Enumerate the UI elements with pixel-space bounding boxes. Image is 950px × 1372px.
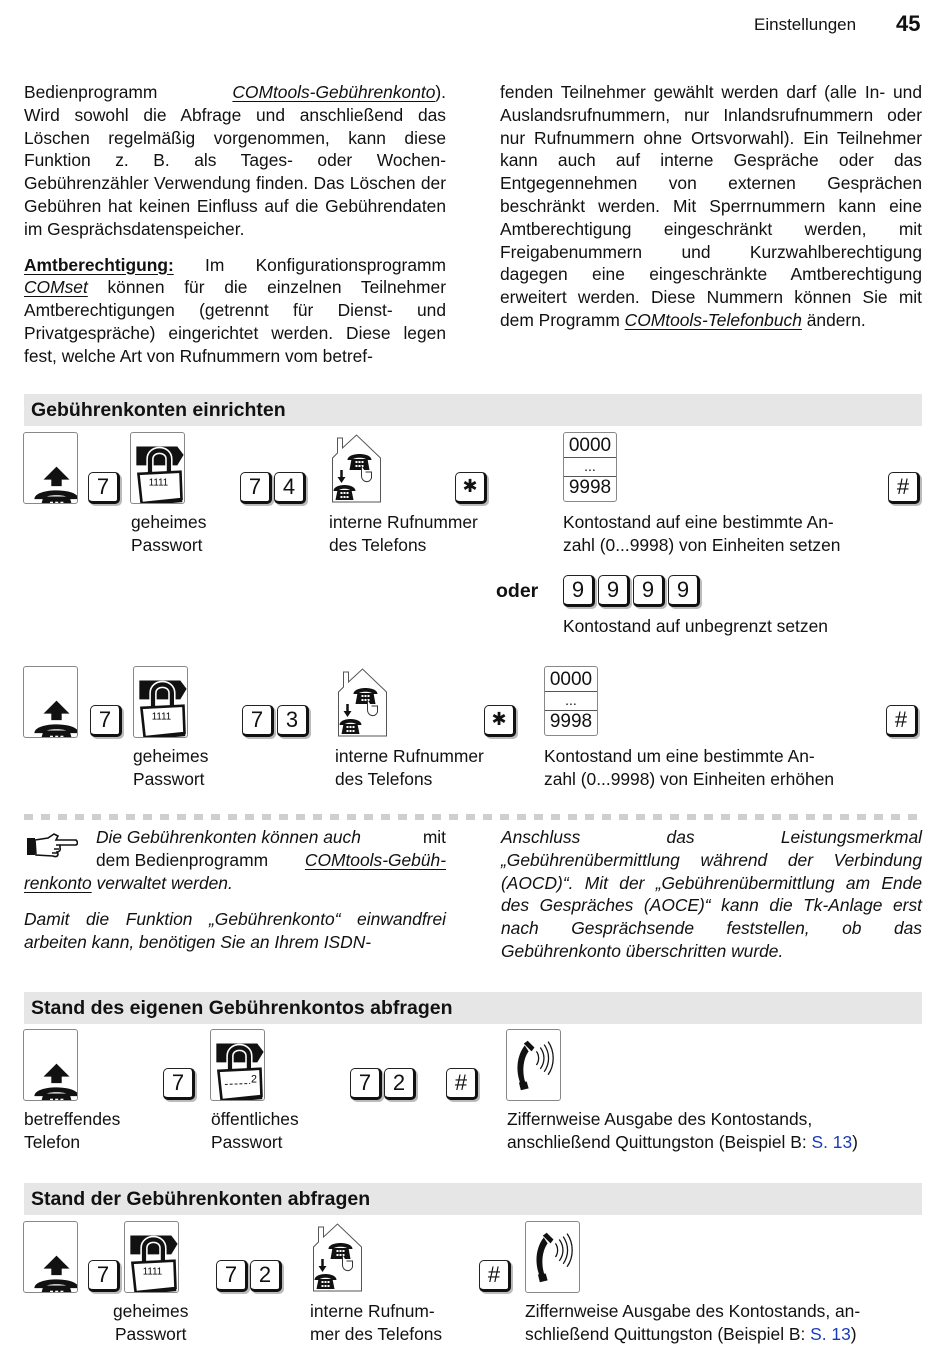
lift-handset-icon xyxy=(23,1029,78,1101)
link-page-13[interactable]: S. 13 xyxy=(810,1323,851,1344)
intro-paragraph-2 xyxy=(24,254,446,368)
text: mit xyxy=(422,827,446,847)
link-comtools-gebuehrenkonto[interactable]: renkonto xyxy=(24,872,92,893)
section-heading-gebuehrenkonten-einrichten: Gebührenkonten einrichten xyxy=(24,394,922,426)
key-hash[interactable]: # xyxy=(886,705,918,737)
page-number: 45 xyxy=(896,11,921,36)
internal-number-house-icon xyxy=(335,666,390,738)
secret-password-lock-icon xyxy=(130,432,185,504)
key-2[interactable]: 2 xyxy=(250,1260,282,1292)
caption-phone: betreffendes Telefon xyxy=(24,1109,121,1152)
caption-public-password: öffentliches Passwort xyxy=(211,1109,299,1152)
internal-number-house-icon xyxy=(310,1221,365,1293)
caption-increase-balance: Kontostand um eine bestimmte An- zahl (0...9998) von Einheiten erhöhen xyxy=(544,746,835,789)
text: ändern. xyxy=(801,309,866,330)
range-max: 9998 xyxy=(564,476,616,499)
caption-unlimited: Kontostand auf unbegrenzt setzen xyxy=(563,616,828,636)
key-star[interactable]: ✱ xyxy=(484,705,516,737)
note-paragraph-3: Anschluss das Leistungsmerkmal „Gebührenübermittlung während der Verbindung (AOCD)“. Mit der „Gebührenübermittlung am Ende des Gespräches (AOCE)“ kann die Tk-Anlage erst nach Gesprächsende feststellen, ob das Gebührenkonto überschritten wurde. xyxy=(501,827,922,961)
or-label: oder xyxy=(496,580,539,602)
public-password-lock-icon xyxy=(210,1029,265,1101)
caption-result: Ziffernweise Ausgabe des Kontostands, an- schließend Quittungston (Beispiel B: S. 13) xyxy=(525,1301,861,1344)
caption-internal-number: interne Rufnummer des Telefons xyxy=(329,512,478,555)
internal-number-house-icon xyxy=(329,432,384,504)
text: ) xyxy=(852,1131,858,1152)
text: fenden Teilnehmer gewählt werden darf (alle In- und Auslandsrufnummern, nur Inlandsrufnummern oder nur Rufnummern ohne Ortsvorwahl). Ein Teilnehmer kann auch auf interne Gespräche oder das Entgegennehmen von externen Gesprächen beschränkt werden. Mit Sperrnummern kann eine Amtberechtigung eingeschränkt werden, mit Freigabenummern und Kurzwahlberechtigung dagegen eine eingeschränkte Amtberechtigung erweitert werden. Diese Nummern können Sie mit dem Programm xyxy=(500,82,922,330)
range-ellipsis: ... xyxy=(565,692,577,708)
link-comtools-gebuehrenkonto[interactable]: COMtools-Gebührenkonto xyxy=(232,82,436,102)
text: Wird sowohl die Abfrage und anschließend das Löschen regelmäßig vorgenommen, kann diese Funktion z. B. als Tages- oder Wochen-Gebührenzähler Verwendung finden. Das Löschen der Gebühren hat keinen Einfluss auf die Gebührendaten im Gesprächsdatenspeicher. xyxy=(24,104,446,239)
caption-internal-number: interne Rufnum- mer des Telefons xyxy=(310,1301,443,1344)
key-9[interactable]: 9 xyxy=(668,575,700,607)
intro-left-column xyxy=(24,81,446,368)
link-page-13[interactable]: S. 13 xyxy=(811,1131,853,1152)
caption-password: geheimes Passwort xyxy=(131,512,207,555)
term-amtberechtigung: Amtberechtigung: xyxy=(24,254,174,275)
value-range-box xyxy=(544,666,598,736)
caption-set-balance: Kontostand auf eine bestimmte An- zahl (0...9998) von Einheiten setzen xyxy=(563,512,841,555)
key-7[interactable]: 7 xyxy=(88,472,120,504)
value-range-box xyxy=(563,432,617,502)
ringing-handset-icon xyxy=(525,1221,580,1293)
section-heading-eigenes-gebuehrenkonto: Stand des eigenen Gebührenkontos abfragen xyxy=(24,992,922,1024)
text: anschließend Quittungston (Beispiel B: xyxy=(507,1131,812,1152)
text: ) xyxy=(850,1323,857,1344)
key-4[interactable]: 4 xyxy=(274,472,306,504)
link-comset[interactable]: COMset xyxy=(24,277,88,298)
note-right-column xyxy=(501,826,922,963)
intro-paragraph-3 xyxy=(500,81,922,332)
key-7[interactable]: 7 xyxy=(88,1260,120,1292)
secret-password-lock-icon xyxy=(133,666,188,738)
running-header-title: Einstellungen xyxy=(754,15,857,34)
section-heading-gebuehrenkonten-abfragen: Stand der Gebührenkonten abfragen xyxy=(24,1183,922,1215)
range-ellipsis: ... xyxy=(584,458,596,474)
key-hash[interactable]: # xyxy=(479,1260,511,1292)
text: schließend Quittungston (Beispiel B: xyxy=(525,1323,811,1344)
key-9[interactable]: 9 xyxy=(598,575,630,607)
range-max: 9998 xyxy=(545,710,597,733)
key-7[interactable]: 7 xyxy=(240,472,272,504)
key-star[interactable]: ✱ xyxy=(455,472,487,504)
pin-text: 1111 xyxy=(142,1266,163,1278)
text: verwaltet werden. xyxy=(91,872,233,893)
secret-password-lock-icon xyxy=(124,1221,179,1293)
key-7[interactable]: 7 xyxy=(163,1068,195,1100)
key-2[interactable]: 2 xyxy=(384,1068,416,1100)
text: ). xyxy=(435,82,446,102)
lift-handset-icon xyxy=(23,1221,78,1293)
range-min: 0000 xyxy=(545,669,597,692)
link-comtools-gebuehrenkonto[interactable]: COMtools-Gebüh- xyxy=(304,849,446,870)
key-9[interactable]: 9 xyxy=(633,575,665,607)
text: Im Konfigurationsprogramm xyxy=(173,254,446,275)
text: können für die einzelnen Teilnehmer Amtberechtigungen (getrennt für Dienst- und Privatgespräche) eingerichtet werden. Diese legen fest, welche Art von Rufnummern vom betref- xyxy=(24,277,446,366)
note-left-column xyxy=(24,826,446,954)
pin-text: 2 xyxy=(251,1073,258,1086)
intro-paragraph-1 xyxy=(24,81,446,241)
key-7[interactable]: 7 xyxy=(90,705,122,737)
key-hash[interactable]: # xyxy=(888,472,920,504)
pin-text: 1111 xyxy=(148,477,169,489)
text: dem Bedienprogramm xyxy=(96,849,269,870)
caption-password: geheimes Passwort xyxy=(133,746,209,789)
note-paragraph-2: Damit die Funktion „Gebührenkonto“ einwandfrei arbeiten kann, benötigen Sie an Ihrem ISDN- xyxy=(24,909,446,953)
text: Die Gebührenkonten können auch xyxy=(96,827,361,847)
pin-text: 1111 xyxy=(151,711,172,723)
key-7[interactable]: 7 xyxy=(242,705,274,737)
key-7[interactable]: 7 xyxy=(216,1260,248,1292)
caption-password: geheimes Passwort xyxy=(113,1301,189,1344)
range-min: 0000 xyxy=(564,435,616,458)
caption-result: Ziffernweise Ausgabe des Kontostands, anschließend Quittungston (Beispiel B: S. 13) xyxy=(507,1109,858,1152)
key-hash[interactable]: # xyxy=(446,1068,478,1100)
link-comtools-telefonbuch[interactable]: COMtools-Telefonbuch xyxy=(624,309,802,330)
ringing-handset-icon xyxy=(506,1029,561,1101)
key-3[interactable]: 3 xyxy=(277,705,309,737)
lift-handset-icon xyxy=(23,432,78,504)
text: Bedienprogramm xyxy=(24,82,158,102)
key-7[interactable]: 7 xyxy=(350,1068,382,1100)
lift-handset-icon xyxy=(23,666,78,738)
caption-internal-number: interne Rufnummer des Telefons xyxy=(335,746,484,789)
key-9[interactable]: 9 xyxy=(563,575,595,607)
intro-right-column xyxy=(500,81,922,332)
dashed-divider xyxy=(24,814,922,820)
